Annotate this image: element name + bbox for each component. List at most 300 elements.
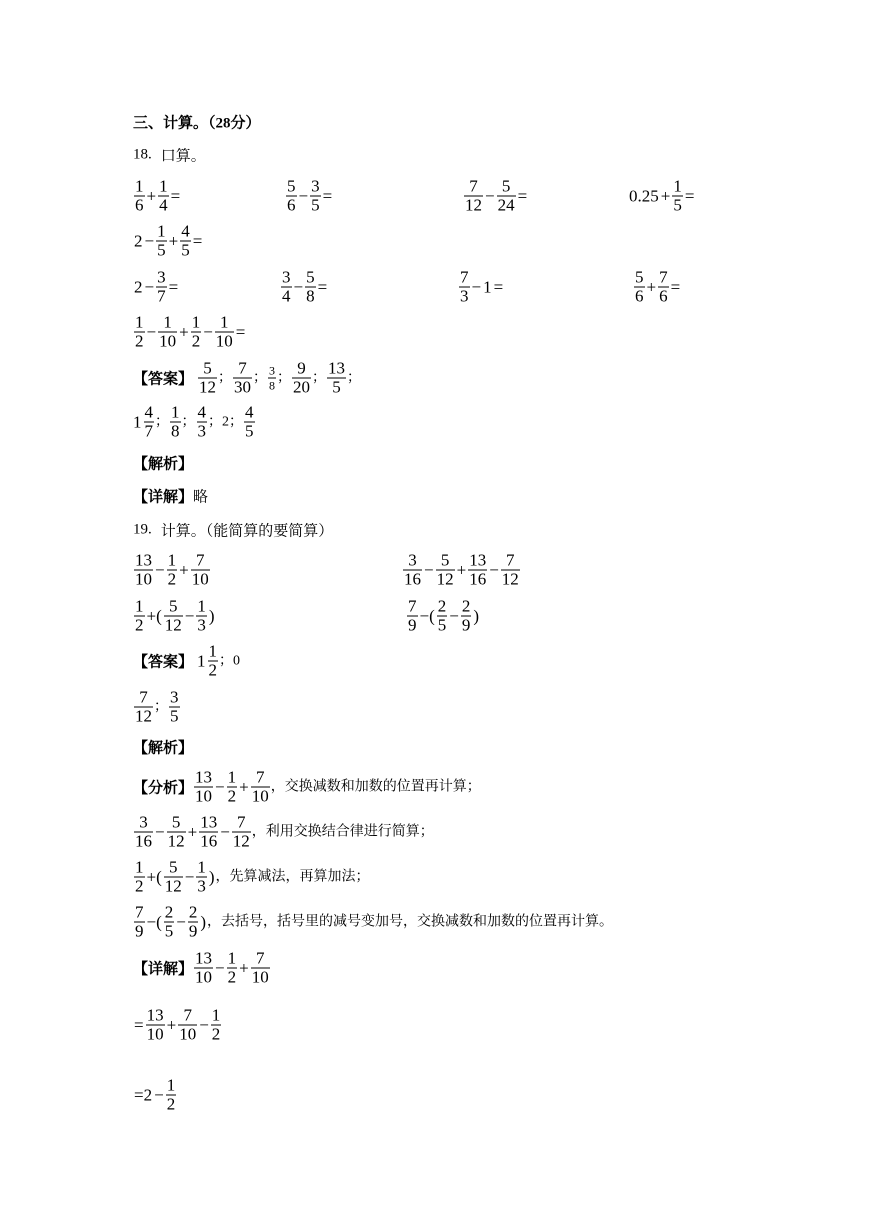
numerator: 1: [135, 176, 144, 196]
answer-label: 【答案】: [133, 654, 194, 671]
fraction: [226, 769, 239, 806]
oral-calc-item: [633, 269, 681, 306]
operator: −: [293, 277, 304, 296]
denominator: 2: [135, 331, 144, 351]
detail-expression: [133, 1007, 222, 1044]
numerator: 3: [170, 687, 179, 707]
fraction-stack: [196, 598, 207, 635]
fraction: [435, 552, 456, 589]
numerator: 7: [191, 552, 210, 571]
denominator: 2: [227, 786, 237, 806]
numerator: 7: [233, 360, 252, 379]
operator: +: [168, 231, 179, 250]
operator: ): [473, 606, 480, 625]
fraction-stack: [166, 1077, 177, 1114]
operator: −: [155, 822, 165, 841]
fraction: [155, 269, 168, 306]
denominator: 12: [135, 706, 152, 726]
denominator: 5: [437, 615, 447, 635]
operator: −(: [419, 606, 435, 625]
question-18-header: [133, 145, 206, 166]
numerator: 5: [497, 178, 516, 197]
whole-part: 1: [197, 651, 206, 670]
numerator: 7: [408, 596, 417, 616]
text-run: ；: [208, 414, 222, 429]
denominator: 9: [188, 921, 198, 941]
operator: −: [184, 867, 195, 886]
analysis-heading: [133, 453, 193, 474]
operator: +: [239, 777, 249, 796]
fraction-stack: [198, 360, 217, 397]
numerator: 1: [227, 767, 237, 787]
operator: =: [670, 277, 681, 296]
operator: =: [134, 1015, 144, 1034]
fraction-stack: [461, 598, 472, 635]
fraction-stack: [634, 269, 645, 306]
oral-calc-item: [285, 178, 333, 215]
denominator: 10: [215, 331, 233, 351]
numerator: 3: [282, 267, 291, 287]
fraction-stack: [178, 1007, 197, 1044]
operator: ): [200, 912, 207, 931]
denominator: 6: [287, 195, 296, 215]
numerator: 1: [227, 948, 237, 968]
fraction-stack: [134, 178, 145, 215]
fraction-stack: [292, 360, 311, 397]
analysis-label: 【解析】: [133, 740, 194, 757]
analysis-expression: [193, 769, 481, 806]
numerator: 1: [159, 176, 168, 196]
numerator: 7: [232, 814, 251, 833]
calc-item: [406, 598, 480, 635]
numerator: 3: [134, 814, 153, 833]
analysis-line: [133, 769, 481, 806]
analysis-expression: [133, 814, 434, 851]
numerator: 13: [200, 812, 218, 832]
denominator: 12: [167, 831, 185, 851]
numerator: 1: [208, 641, 218, 661]
operator: +: [146, 186, 157, 205]
fraction: [210, 1007, 223, 1044]
question-number: 18.: [133, 146, 152, 163]
numerator: 2: [164, 902, 174, 922]
denominator: 10: [135, 569, 152, 589]
denominator: 5: [181, 240, 190, 260]
oral-calc-item: [463, 178, 528, 215]
answer-values: [197, 360, 361, 397]
numerator: 9: [292, 360, 311, 379]
denominator: 5: [332, 377, 341, 397]
fraction-stack: [144, 404, 155, 441]
operator: =: [493, 277, 504, 296]
fraction: [214, 314, 235, 351]
calc-item: [133, 552, 211, 589]
detail-text: 略: [193, 489, 209, 506]
denominator: 9: [461, 615, 471, 635]
numerator: 1: [197, 857, 206, 877]
fraction-stack: [286, 178, 297, 215]
numerator: 13: [328, 358, 346, 378]
numerator: 2: [188, 902, 198, 922]
numerator: 5: [436, 552, 455, 571]
fraction: [243, 404, 256, 441]
operator: +: [456, 560, 467, 579]
fraction-stack: [134, 689, 153, 726]
fraction: [133, 178, 146, 215]
fraction-stack: [208, 643, 219, 680]
denominator: 4: [282, 286, 291, 306]
fraction-stack: [196, 859, 207, 896]
analysis-heading: [133, 737, 193, 758]
operator: −: [485, 186, 495, 205]
operator: −: [154, 1085, 164, 1104]
operator: −: [144, 231, 155, 250]
denominator: 10: [195, 967, 213, 987]
fraction-stack: [158, 178, 169, 215]
fraction-stack: [156, 223, 167, 260]
fraction: [285, 178, 298, 215]
fraction-stack: [169, 689, 180, 726]
numerator: 4: [245, 402, 254, 422]
fraction: [133, 814, 154, 851]
fraction-stack: [191, 552, 210, 589]
operator: =: [235, 322, 246, 341]
denominator: 3: [197, 421, 206, 441]
fraction-stack: [232, 814, 251, 851]
fraction-stack: [215, 314, 234, 351]
denominator: 9: [408, 615, 417, 635]
operator: −: [215, 958, 225, 977]
denominator: 9: [135, 921, 144, 941]
operator: −: [215, 777, 225, 796]
denominator: 10: [146, 1024, 164, 1044]
numerator: 5: [167, 814, 186, 833]
fraction: [133, 904, 146, 941]
analysis-expression: [133, 904, 613, 941]
oral-calc-item: [458, 269, 504, 306]
fraction: [458, 269, 471, 306]
fraction: [436, 598, 449, 635]
numerator: 1: [171, 402, 180, 422]
denominator: 10: [179, 1024, 197, 1044]
denominator: 2: [211, 1024, 221, 1044]
fraction-stack: [134, 814, 153, 851]
oral-calc-item: [133, 223, 203, 260]
numerator: 3: [269, 363, 276, 378]
fraction-stack: [305, 269, 316, 306]
denominator: 2: [227, 967, 237, 987]
fraction-stack: [672, 178, 683, 215]
oral-calc-item: [133, 269, 179, 306]
operator: −: [424, 560, 434, 579]
fraction: [231, 814, 252, 851]
fraction-stack: [436, 552, 455, 589]
answer-line: [133, 643, 240, 680]
fraction-stack: [199, 814, 218, 851]
text-run: ；: [154, 699, 168, 714]
oral-calc-item: [280, 269, 328, 306]
operator: −: [146, 322, 157, 341]
detail-line: [133, 1077, 177, 1114]
text-run: ；: [277, 370, 292, 385]
numerator: 13: [195, 948, 213, 968]
numerator: 7: [501, 552, 520, 571]
denominator: 12: [199, 377, 217, 397]
text-run: ，去括号，括号里的减号变加号，交换减数和加数的位置再计算。: [207, 914, 614, 929]
denominator: 5: [170, 706, 179, 726]
fraction: [326, 360, 347, 397]
fraction-stack: [501, 552, 520, 589]
fraction-stack: [134, 552, 153, 589]
detail-label: 【详解】: [133, 961, 194, 978]
operator: −: [155, 560, 165, 579]
numerator: 5: [164, 598, 183, 617]
denominator: 7: [157, 286, 166, 306]
fraction: [187, 904, 200, 941]
analysis-line: [133, 859, 370, 896]
calc-item: [133, 598, 216, 635]
fraction: [406, 598, 419, 635]
fraction: [226, 950, 239, 987]
fraction: [163, 859, 184, 896]
operator: =: [192, 231, 203, 250]
text-run: ；: [181, 414, 196, 429]
answer-line: [133, 404, 256, 441]
numerator: 1: [157, 221, 166, 241]
text-run: ；: [155, 414, 169, 429]
denominator: 3: [460, 286, 469, 306]
fraction: [133, 598, 146, 635]
answer-label: 【答案】: [133, 371, 194, 388]
fraction: [133, 552, 154, 589]
numerator: 3: [311, 176, 320, 196]
fraction-stack: [167, 814, 186, 851]
calc-item: [402, 552, 521, 589]
analysis-label: 【解析】: [133, 456, 194, 473]
fraction-stack: [164, 859, 183, 896]
fraction-stack: [156, 269, 167, 306]
numerator: 7: [659, 267, 668, 287]
operator: +: [166, 1015, 177, 1034]
numerator: 2: [437, 596, 447, 616]
denominator: 2: [135, 615, 144, 635]
denominator: 5: [673, 195, 682, 215]
number: 0.25: [629, 186, 659, 205]
numerator: 13: [135, 550, 152, 570]
numerator: 2: [461, 596, 471, 616]
denominator: 24: [497, 195, 515, 215]
fraction-stack: [403, 552, 422, 589]
fraction-stack: [170, 404, 181, 441]
denominator: 30: [234, 377, 252, 397]
numerator: 4: [197, 402, 206, 422]
fraction-stack: [211, 1007, 222, 1044]
numerator: 5: [287, 176, 296, 196]
fraction: [166, 552, 179, 589]
fraction-stack: [244, 404, 255, 441]
operator: =: [322, 186, 333, 205]
operator: −(: [146, 912, 162, 931]
fraction-stack: [464, 178, 483, 215]
numerator: 7: [178, 1007, 197, 1026]
denominator: 2: [208, 660, 218, 680]
fraction-stack: [146, 1007, 165, 1044]
operator: =: [684, 186, 695, 205]
fraction-stack: [197, 404, 208, 441]
oral-calc-item: [628, 178, 695, 215]
denominator: 2: [135, 876, 144, 896]
denominator: 10: [195, 786, 213, 806]
fraction: [467, 552, 488, 589]
numerator: 1: [167, 550, 177, 570]
operator: =: [517, 186, 528, 205]
operator: ): [208, 867, 215, 886]
fraction-stack: [281, 269, 292, 306]
fraction: [190, 552, 211, 589]
text-run: ；: [312, 370, 327, 385]
fraction: [155, 223, 168, 260]
numerator: 3: [403, 552, 422, 571]
numerator: 1: [673, 176, 682, 196]
fraction: [166, 814, 187, 851]
text-run: 2；: [222, 414, 243, 429]
text-run: ；0: [219, 653, 241, 668]
numerator: 5: [198, 360, 217, 379]
fraction: [280, 269, 293, 306]
denominator: 3: [197, 615, 206, 635]
operator: +: [179, 560, 189, 579]
numerator: 1: [215, 314, 234, 333]
operator: −: [199, 1015, 209, 1034]
fraction: [291, 360, 312, 397]
denominator: 2: [167, 569, 177, 589]
fraction-stack: [194, 769, 213, 806]
fraction: [179, 223, 192, 260]
analysis-line: [133, 814, 434, 851]
operator: +(: [146, 867, 162, 886]
fraction-stack: [180, 223, 191, 260]
question-prompt: 口算。: [160, 148, 206, 165]
fraction: [195, 859, 208, 896]
fraction: [304, 269, 317, 306]
denominator: 10: [251, 967, 269, 987]
fraction: [165, 1077, 178, 1114]
fraction: [250, 769, 271, 806]
text-run: ；: [218, 370, 233, 385]
denominator: 12: [465, 195, 482, 215]
operator: −: [449, 606, 459, 625]
operator: =: [168, 277, 179, 296]
fraction-stack: [134, 314, 145, 351]
numerator: 4: [144, 402, 153, 422]
fraction: [163, 598, 184, 635]
numerator: 5: [635, 267, 644, 287]
operator: −: [176, 912, 186, 931]
denominator: 7: [144, 421, 153, 441]
question-number: 19.: [133, 521, 152, 538]
denominator: 12: [232, 831, 250, 851]
fraction-stack: [191, 314, 202, 351]
operator: −: [144, 277, 155, 296]
numerator: 5: [164, 859, 183, 878]
detail-line: [133, 486, 208, 507]
fraction-stack: [164, 904, 175, 941]
fenxi-label: 【分析】: [133, 780, 194, 797]
fraction: [168, 689, 181, 726]
denominator: 6: [659, 286, 668, 306]
denominator: 8: [171, 421, 180, 441]
answer-values: [133, 689, 181, 726]
numerator: 13: [195, 767, 213, 787]
fraction-stack: [251, 769, 270, 806]
fraction: [309, 178, 322, 215]
operator: −: [298, 186, 309, 205]
denominator: 4: [159, 195, 168, 215]
operator: +: [660, 186, 671, 205]
numerator: 7: [251, 950, 270, 969]
fraction-stack: [468, 552, 487, 589]
fraction-stack: [251, 950, 270, 987]
mixed-number: [197, 643, 219, 680]
fraction-stack: [134, 904, 145, 941]
fraction: [190, 314, 203, 351]
fraction-stack: [227, 769, 238, 806]
fraction: [157, 178, 170, 215]
fraction: [402, 552, 423, 589]
fraction: [496, 178, 517, 215]
denominator: 20: [293, 377, 311, 397]
fraction-stack: [194, 950, 213, 987]
denominator: 5: [311, 195, 320, 215]
numerator: 1: [135, 857, 144, 877]
numerator: 7: [135, 902, 144, 922]
fraction: [500, 552, 521, 589]
denominator: 10: [191, 569, 209, 589]
detail-expression: [193, 950, 271, 987]
denominator: 6: [135, 195, 144, 215]
detail-line: [133, 1007, 222, 1044]
fraction: [197, 360, 218, 397]
fraction-stack: [158, 314, 177, 351]
denominator: 2: [166, 1094, 176, 1114]
number: 2: [134, 231, 143, 250]
fraction-stack: [497, 178, 516, 215]
operator: =: [170, 186, 181, 205]
numerator: 7: [134, 689, 153, 708]
numerator: 1: [211, 1005, 221, 1025]
text-run: ，先算减法，再算加法；: [215, 869, 370, 884]
operator: +: [187, 822, 198, 841]
mixed-number: [133, 404, 155, 441]
operator: −: [489, 560, 499, 579]
fraction-stack: [134, 598, 145, 635]
section-title: 三、计算。（28分）: [133, 115, 261, 132]
numerator: 1: [135, 312, 144, 332]
numerator: 1: [158, 314, 177, 333]
fraction-stack: [310, 178, 321, 215]
question-prompt: 计算。（能简算的要简算）: [160, 523, 334, 540]
fraction: [133, 689, 154, 726]
fraction: [196, 404, 209, 441]
denominator: 16: [404, 569, 421, 589]
fraction: [657, 269, 670, 306]
oral-calc-item: [133, 314, 246, 351]
denominator: 10: [251, 786, 269, 806]
fraction: [157, 314, 178, 351]
numerator: 1: [197, 596, 206, 616]
text-run: ；: [347, 370, 362, 385]
numerator: 4: [181, 221, 190, 241]
